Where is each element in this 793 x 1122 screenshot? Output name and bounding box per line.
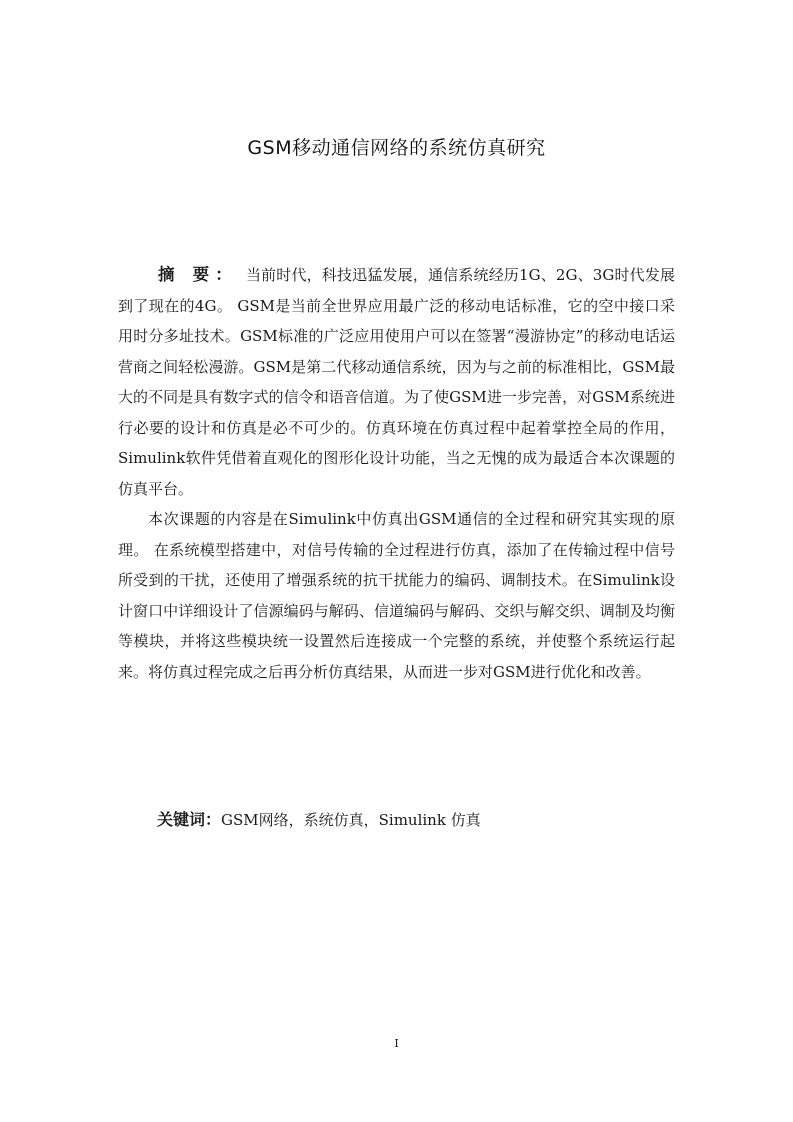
abstract-section	[118, 260, 675, 687]
keywords-text: GSM网络，系统仿真，Simulink 仿真	[221, 811, 481, 829]
abstract-paragraph-1	[118, 260, 675, 504]
abstract-paragraph-1-text: 当前时代，科技迅猛发展，通信系统经历1G、2G、3G时代发展到了现在的4G。 GSM是当前全世界应用最广泛的移动电话标准，它的空中接口采用时分多址技术。GSM标准的广泛应用使用户可以在签署“漫游协定”的移动电话运营商之间轻松漫游。GSM是第二代移动通信系统，因为与之前的标准相比，GSM最大的不同是具有数字式的信令和语音信道。为了使GSM进一步完善，对GSM系统进行必要的设计和仿真是必不可少的。仿真环境在仿真过程中起着掌控全局的作用，Simulink软件凭借着直观化的图形化设计功能，当之无愧的成为最适合本次课题的仿真平台。	[118, 266, 675, 498]
keywords-line	[157, 807, 481, 830]
keywords-label: 关键词：	[157, 810, 222, 829]
page-number: I	[394, 1037, 399, 1050]
document-title: GSM移动通信网络的系统仿真研究	[247, 137, 546, 159]
abstract-paragraph-2: 本次课题的内容是在Simulink中仿真出GSM通信的全过程和研究其实现的原理。 在系统模型搭建中，对信号传输的全过程进行仿真，添加了在传输过程中信号所受到的干扰，还使用了增强系统的抗干扰能力的编码、调制技术。在Simulink设计窗口中详细设计了信源编码与解码、信道编码与解码、交织与解交织、调制及均衡等模块，并将这些模块统一设置然后连接成一个完整的系统，并使整个系统运行起来。将仿真过程完成之后再分析仿真结果，从而进一步对GSM进行优化和改善。	[118, 510, 675, 681]
abstract-label: 摘 要：	[158, 265, 238, 284]
